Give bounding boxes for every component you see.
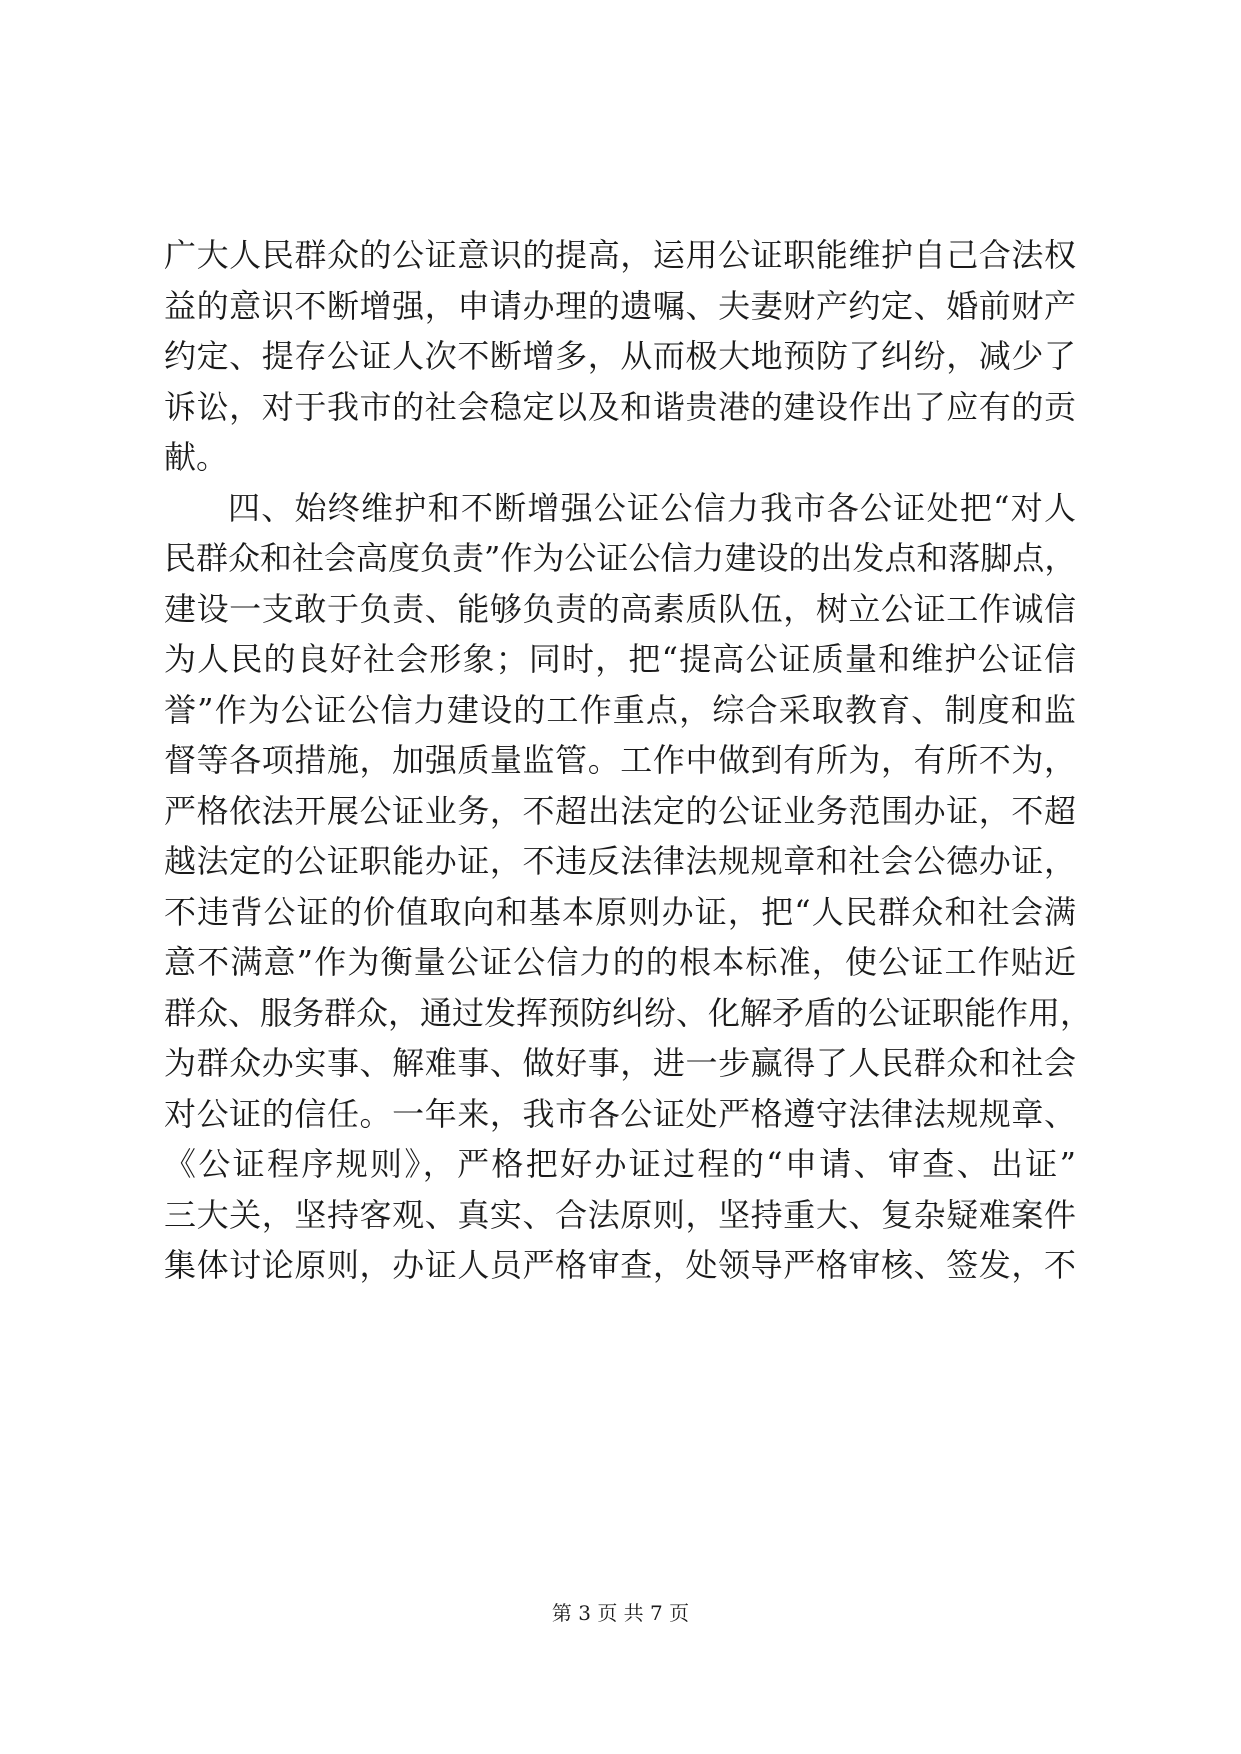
text-line: 意不满意”作为衡量公证公信力的的根本标准，使公证工作贴近 — [164, 943, 1076, 981]
text-line: 严格依法开展公证业务，不超出法定的公证业务范围办证，不超 — [164, 791, 1076, 830]
text-line: 《公证程序规则》，严格把好办证过程的“申请、审查、出证” — [164, 1145, 1076, 1183]
page-number-label: 第 3 页 共 7 页 — [551, 1601, 690, 1625]
text-line: 越法定的公证职能办证，不违反法律法规规章和社会公德办证， — [164, 842, 1076, 880]
page-footer — [0, 1597, 1241, 1626]
text-line: 群众、服务群众，通过发挥预防纠纷、化解矛盾的公证职能作用， — [164, 993, 1093, 1032]
text-line: 不违背公证的价值取向和基本原则办证，把“人民群众和社会满 — [164, 892, 1076, 931]
text-line: 益的意识不断增强，申请办理的遗嘱、夫妻财产约定、婚前财产 — [164, 286, 1076, 325]
text-line: 献。 — [164, 438, 229, 476]
text-line: 约定、提存公证人次不断增多，从而极大地预防了纠纷，减少了 — [164, 337, 1076, 375]
text-line: 督等各项措施，加强质量监管。工作中做到有所为，有所不为， — [164, 741, 1076, 779]
text-line: 建设一支敢于负责、能够负责的高素质队伍，树立公证工作诚信 — [164, 589, 1076, 628]
text-line: 为人民的良好社会形象；同时，把“提高公证质量和维护公证信 — [164, 640, 1076, 678]
text-line: 广大人民群众的公证意识的提高，运用公证职能维护自己合法权 — [164, 236, 1076, 274]
paragraph-first-line: 四、始终维护和不断增强公证公信力我市各公证处把“对人 — [228, 488, 1076, 527]
text-line: 誉”作为公证公信力建设的工作重点，综合采取教育、制度和监 — [164, 690, 1076, 729]
text-line: 为群众办实事、解难事、做好事，进一步赢得了人民群众和社会 — [164, 1044, 1076, 1082]
text-line: 诉讼，对于我市的社会稳定以及和谐贵港的建设作出了应有的贡 — [164, 387, 1076, 426]
text-line: 集体讨论原则，办证人员严格审查，处领导严格审核、签发，不 — [164, 1246, 1076, 1284]
text-line: 三大关，坚持客观、真实、合法原则，坚持重大、复杂疑难案件 — [164, 1195, 1076, 1234]
body-text — [164, 230, 1093, 1291]
text-line: 民群众和社会高度负责”作为公证公信力建设的出发点和落脚点， — [164, 539, 1077, 577]
text-line: 对公证的信任。一年来，我市各公证处严格遵守法律法规规章、 — [164, 1094, 1076, 1133]
